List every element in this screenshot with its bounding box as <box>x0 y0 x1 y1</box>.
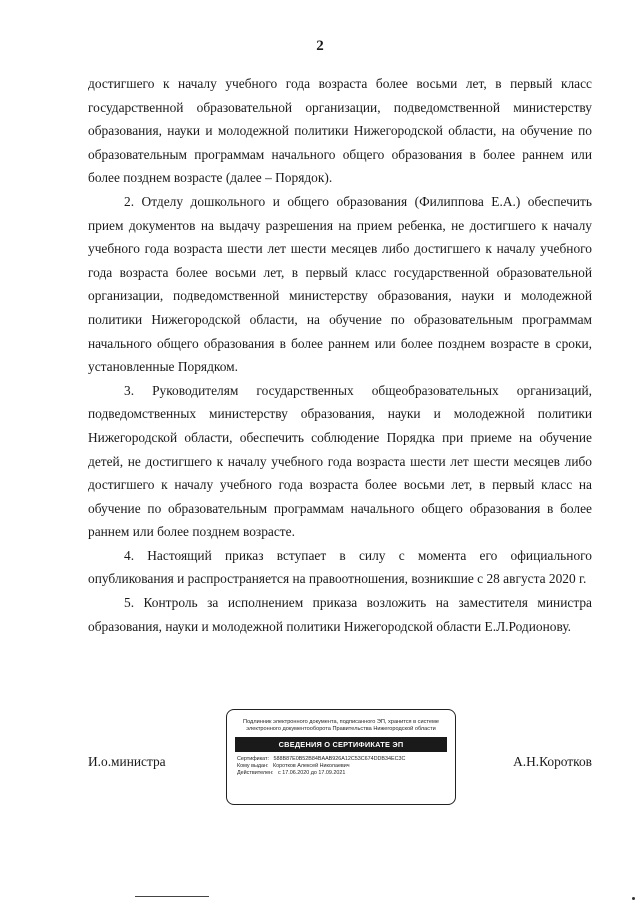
paragraph-4: 4. Настоящий приказ вступает в силу с момента его официального опубликования и распространяется на правоотношения, возникшие с 28 августа 2020 г. <box>88 547 592 587</box>
page-number: 2 <box>316 38 324 54</box>
validity-line <box>237 770 447 777</box>
validity-label: Действителен: <box>237 770 274 776</box>
stamp-header: Подлинник электронного документа, подписанного ЭП, хранится в системе электронного документооборота Правительства Нижегородской области <box>243 719 439 732</box>
document-body <box>88 72 592 638</box>
issued-to-line <box>237 763 447 770</box>
scan-dot-mark <box>632 897 635 900</box>
issued-to-label: Кому выдан: <box>237 763 269 769</box>
footer-rule <box>135 896 209 897</box>
stamp-title: СВЕДЕНИЯ О СЕРТИФИКАТЕ ЭП <box>235 737 447 752</box>
paragraph-2: 2. Отделу дошкольного и общего образования (Филиппова Е.А.) обеспечить прием документов на выдачу разрешения на прием ребенка, не достигшего к началу учебного года возраста шести лет шести месяцев либо достигшего к началу учебного года возраста более восьми лет, в первый класс государственной образовательной организации, подведомственной министерству образования, науки и молодежной политики Нижегородской области, на обучение по образовательным программам начального общего образования в более раннем или более позднем возрасте в сроки, установленные Порядком. <box>88 193 592 375</box>
certificate-label: Сертификат: <box>237 756 270 762</box>
paragraph-1-continuation: достигшего к началу учебного года возраста более восьми лет, в первый класс государственной образовательной организации, подведомственной министерству образования, науки и молодежной политики Нижегородской области, на обучение по образовательным программам начального общего образования в более раннем или более позднем возрасте (далее – Порядок). <box>88 76 592 186</box>
paragraph-3: 3. Руководителям государственных общеобразовательных организаций, подведомственных министерству образования, науки и молодежной политики Нижегородской области, обеспечить соблюдение Порядка при приеме на обучение детей, не достигшего к началу учебного года возраста шести лет шести месяцев либо достигшего к началу учебного года возраста более восьми лет, в первый класс на обучение по образовательным программам начального общего образования в более раннем или более позднем возрасте. <box>88 382 592 540</box>
certificate-line <box>237 756 447 763</box>
certificate-value: 588B87E0B52B84BAAB926A12C53C674DDB34EC3C <box>273 756 406 762</box>
signatory-name: А.Н.Коротков <box>513 754 592 769</box>
validity-value: с 17.06.2020 до 17.09.2021 <box>278 770 346 776</box>
paragraph-5: 5. Контроль за исполнением приказа возложить на заместителя министра образования, науки и молодежной политики Нижегородской области Е.Л.Родионову. <box>88 595 592 634</box>
stamp-details <box>237 756 447 777</box>
electronic-signature-stamp <box>226 709 456 805</box>
issued-to-value: Коротков Алексей Николаевич <box>272 763 350 769</box>
signatory-position: И.о.министра <box>88 754 166 769</box>
